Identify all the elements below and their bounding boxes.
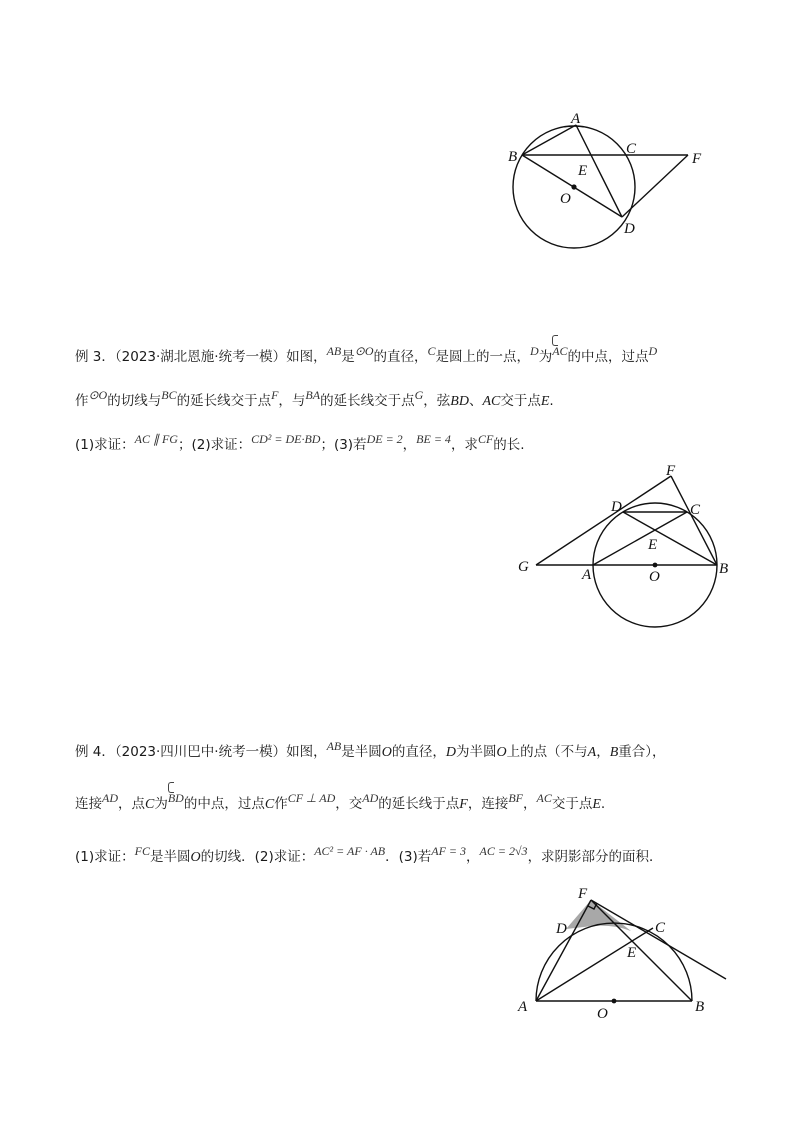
math-ba: BA <box>305 388 321 402</box>
text: 的中点，过点 <box>567 349 649 365</box>
math-d: D <box>530 344 539 358</box>
segment-ac <box>593 512 687 565</box>
label-b: B <box>508 149 518 165</box>
text: 的中点，过点 <box>183 796 265 812</box>
label-e: E <box>627 945 637 961</box>
label-a: A <box>571 111 581 127</box>
math-bf: BF <box>508 791 523 805</box>
text: ，求阴影部分的面积． <box>527 849 663 865</box>
math-de: DE = 2 <box>366 432 403 446</box>
math-e: E <box>540 394 550 409</box>
figure-3-semicircle <box>510 880 740 1025</box>
question-3: ．(3)若 <box>385 849 432 865</box>
math-circle-o: ⊙O <box>88 388 108 402</box>
math-ac2: AC² = AF · AB <box>314 844 386 858</box>
label-d: D <box>624 221 635 237</box>
math-bc: BC <box>161 388 177 402</box>
question-2: 的切线．(2)求证： <box>200 849 315 865</box>
text: 的长. <box>493 437 525 453</box>
text: 作 <box>75 393 89 409</box>
segment-ac <box>536 928 653 1001</box>
math-ac: AC <box>536 791 552 805</box>
label-f: F <box>692 151 702 167</box>
math-perp: CF ⊥ AD <box>287 791 336 805</box>
math-af: AF = 3 <box>431 844 467 858</box>
center-dot <box>612 999 617 1004</box>
math-circle-o: ⊙O <box>354 344 374 358</box>
example4-line2 <box>75 791 606 814</box>
math-a: A <box>587 745 597 760</box>
text: ，弦 <box>423 393 451 409</box>
math-o: O <box>190 850 201 865</box>
text: ， <box>402 437 417 453</box>
math-fc: FC <box>134 844 150 858</box>
text: ， <box>466 849 480 865</box>
math-o: O <box>496 745 507 760</box>
text: 为 <box>154 796 168 812</box>
text: 交于点 <box>551 796 593 812</box>
text: 连接 <box>75 796 102 812</box>
text: 为半圆 <box>456 744 497 760</box>
segment-ba <box>522 125 576 155</box>
math-c: C <box>264 797 275 812</box>
math-bd: BD <box>450 394 469 409</box>
label-d: D <box>556 921 567 937</box>
source: （2023·四川巴中·统考一模） <box>114 744 287 760</box>
example-number: 例 3． <box>75 349 115 365</box>
figure-1-circle <box>500 105 720 255</box>
segment-df <box>622 155 688 217</box>
question-1: (1)求证： <box>75 437 135 453</box>
math-cf: CF <box>477 432 494 446</box>
example4-line1 <box>75 739 666 762</box>
text: ，与 <box>278 393 306 409</box>
label-o: O <box>649 569 660 585</box>
label-c: C <box>690 502 701 518</box>
math-arc-ac: AC <box>552 344 568 358</box>
math-be: BE = 4 <box>416 432 451 446</box>
math-f: F <box>459 797 468 812</box>
text: 如图， <box>286 349 327 365</box>
label-d: D <box>611 499 622 515</box>
math-ab: AB <box>326 344 342 358</box>
math-d: D <box>445 745 457 760</box>
text: 如图， <box>286 744 327 760</box>
math-c: C <box>145 797 155 812</box>
label-a: A <box>582 567 592 583</box>
text: 是 <box>341 349 355 365</box>
math-f: F <box>271 388 279 402</box>
math-ad: AD <box>102 791 118 805</box>
label-b: B <box>719 561 729 577</box>
text: 上的点（不与 <box>506 744 588 760</box>
label-e: E <box>578 163 588 179</box>
label-c: C <box>626 141 637 157</box>
label-g: G <box>518 559 529 575</box>
center-dot <box>653 563 658 568</box>
question-1: (1)求证： <box>75 849 135 865</box>
label-c: C <box>655 920 666 936</box>
text: 是圆上的一点， <box>435 349 531 365</box>
text: 的延长线于点 <box>378 796 460 812</box>
example3-line1 <box>75 344 658 366</box>
math-b: B <box>609 745 619 760</box>
text: 交于点 <box>500 393 541 409</box>
math-cd2: CD² = DE·BD <box>251 432 321 446</box>
math-parallel: AC ∥ FG <box>134 432 178 446</box>
center-dot <box>571 184 576 189</box>
math-ac: AC <box>482 394 501 409</box>
label-b: B <box>695 999 705 1015</box>
text: . <box>549 393 554 409</box>
example3-line3 <box>75 432 525 454</box>
segment-af <box>536 900 591 1001</box>
text: 重合）， <box>618 744 666 760</box>
math-d: D <box>648 344 658 358</box>
text: ，点 <box>118 796 145 812</box>
question-3: ；(3)若 <box>320 437 367 453</box>
label-f: F <box>666 463 676 479</box>
text: 的切线与 <box>107 393 162 409</box>
math-e: E <box>592 797 601 812</box>
question-2: ；(2)求证： <box>177 437 252 453</box>
text: 作 <box>274 796 288 812</box>
text: ，求 <box>450 437 478 453</box>
label-o: O <box>560 191 571 207</box>
text: 、 <box>468 393 483 409</box>
text: ， <box>596 744 610 760</box>
example-number: 例 4． <box>75 744 115 760</box>
text: 的延长线交于点 <box>176 393 272 409</box>
text: 的直径， <box>391 744 446 760</box>
math-ab: AB <box>326 739 342 753</box>
text: 的延长线交于点 <box>320 393 415 409</box>
example4-line3 <box>75 844 663 867</box>
text: 为 <box>538 349 553 365</box>
text: 的直径， <box>373 349 428 365</box>
label-e: E <box>648 537 658 553</box>
math-arc-bd: BD <box>167 791 184 805</box>
math-c: C <box>427 344 436 358</box>
example3-line2 <box>75 388 554 411</box>
text: 是半圆 <box>149 849 191 865</box>
label-a: A <box>518 999 528 1015</box>
figure-2-circle <box>510 465 750 645</box>
text: ， <box>523 796 537 812</box>
text: 是半圆 <box>341 744 382 760</box>
source: （2023·湖北恩施·统考一模） <box>114 349 287 365</box>
text: ，连接 <box>467 796 509 812</box>
math-o: O <box>381 745 392 760</box>
text: . <box>600 796 606 812</box>
text: ，交 <box>335 796 363 812</box>
math-ac-value: AC = 2√3 <box>479 844 528 858</box>
label-o: O <box>597 1006 608 1022</box>
math-g: G <box>414 388 424 402</box>
math-ad: AD <box>362 791 379 805</box>
label-f: F <box>578 886 588 902</box>
